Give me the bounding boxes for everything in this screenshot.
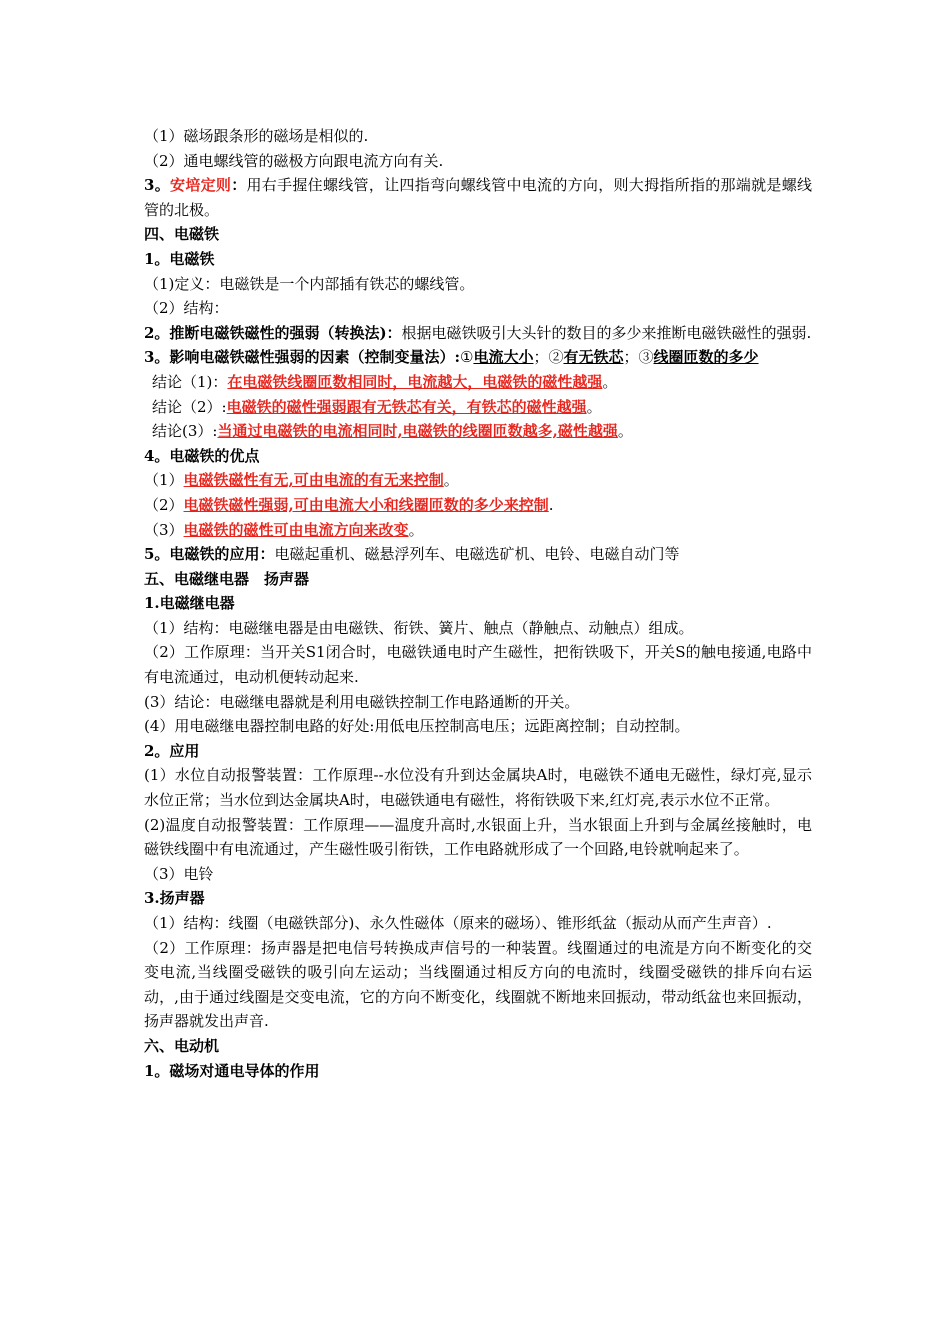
section-heading: 六、电动机 (144, 1036, 220, 1055)
label: 结论（1)： (152, 372, 228, 391)
subsection-heading: 1。电磁铁 (144, 249, 215, 268)
paragraph: （1)定义：电磁铁是一个内部插有铁芯的螺线管。 (144, 274, 475, 293)
punct: 。 (586, 397, 602, 416)
conclusion-line (144, 370, 812, 395)
paragraph (144, 345, 812, 370)
label: （2） (144, 495, 184, 514)
paragraph: （1）磁场跟条形的磁场是相似的. (144, 127, 369, 145)
subsection-heading: 3.扬声器 (144, 889, 205, 908)
paragraph: （2）工作原理：当开关S1闭合时，电磁铁通电时产生磁性，把衔铁吸下，开关S的触电接通,电路中有电流通过，电动机便转动起来. (144, 643, 812, 687)
subsection-heading: 4。电磁铁的优点 (144, 446, 260, 465)
section-heading: 五、电磁继电器 扬声器 (144, 569, 310, 588)
paragraph (144, 542, 812, 567)
body-text: ；② (533, 348, 564, 367)
advantage-highlight: 电磁铁磁性有无,可由电流的有无来控制 (183, 471, 444, 490)
subsection-heading: 5。电磁铁的应用： (144, 545, 275, 564)
label: 结论（2）: (152, 397, 227, 416)
subsection-heading: 1。磁场对通电导体的作用 (144, 1061, 320, 1080)
paragraph: (4）用电磁继电器控制电路的好处:用低电压控制高电压；远距离控制；自动控制。 (144, 717, 690, 736)
body-text: ；③ (623, 348, 654, 367)
subsection-heading: 3。影响电磁铁磁性强弱的因素（控制变量法）: (144, 348, 460, 367)
list-item (144, 468, 812, 493)
subsection-heading: 2。应用 (144, 741, 200, 760)
conclusion-line (144, 395, 812, 420)
document-page (144, 124, 812, 1083)
factor-underlined: 电流大小 (473, 348, 534, 367)
conclusion-highlight: 电磁铁的磁性强弱跟有无铁芯有关，有铁芯的磁性越强 (226, 397, 587, 416)
factor-underlined: 线圈匝数的多少 (653, 348, 759, 367)
label: （1） (144, 471, 184, 490)
body-text: 用右手握住螺线管，让四指弯向螺线管中电流的方向，则大拇指所指的那端就是螺线管的北极。 (144, 176, 812, 219)
paragraph: （2）结构： (144, 299, 229, 318)
paragraph: （2）工作原理：扬声器是把电信号转换成声信号的一种装置。线圈通过的电流是方向不断变化的交变电流,当线圈受磁铁的吸引向左运动；当线圈通过相反方向的电流时，线圈受磁铁的排斥向右运动，,由于通过线圈是交变电流，它的方向不断变化，线圈就不断地来回振动，带动纸盆也来回振动，扬声器就发出声音. (144, 938, 812, 1031)
paragraph: (1）水位自动报警装置：工作原理--水位没有升到达金属块A时，电磁铁不通电无磁性，绿灯亮,显示水位正常；当水位到达金属块A时，电磁铁通电有磁性，将衔铁吸下来,红灯亮,表示水位不正常。 (144, 766, 812, 810)
punct: 。 (617, 422, 633, 441)
paragraph: (3）结论：电磁继电器就是利用电磁铁控制工作电路通断的开关。 (144, 692, 580, 711)
label: 结论(3）: (152, 422, 218, 441)
punct: ： (231, 176, 247, 195)
item-number: 3。 (144, 176, 171, 195)
punct: 。 (408, 520, 424, 539)
paragraph: (2)温度自动报警装置：工作原理——温度升高时,水银面上升，当水银面上升到与金属丝接触时，电磁铁线圈中有电流通过，产生磁性吸引衔铁，工作电路就形成了一个回路,电铃就响起来了。 (144, 815, 812, 859)
advantage-highlight: 电磁铁的磁性可由电流方向来改变 (183, 520, 409, 539)
subsection-heading: 1.电磁继电器 (144, 594, 235, 613)
punct: 。 (443, 471, 459, 490)
factor-underlined: 有无铁芯 (563, 348, 624, 367)
list-item (144, 518, 812, 543)
advantage-highlight: 电磁铁磁性强弱,可由电流大小和线圈匝数的多少来控制 (183, 495, 549, 514)
conclusion-highlight: 当通过电磁铁的电流相同时,电磁铁的线圈匝数越多,磁性越强 (217, 422, 618, 441)
paragraph: （2）通电螺线管的磁极方向跟电流方向有关. (144, 151, 444, 170)
body-text: ① (459, 348, 474, 367)
label: （3） (144, 520, 184, 539)
punct: . (548, 495, 554, 514)
conclusion-line (144, 419, 812, 444)
paragraph: （1）结构：线圈（电磁铁部分)、永久性磁体（原来的磁场）、锥形纸盆（振动从而产生声音）. (144, 914, 772, 932)
punct: 。 (602, 372, 618, 391)
term-highlight: 安培定则 (170, 176, 232, 195)
conclusion-highlight: 在电磁铁线圈匝数相同时，电流越大，电磁铁的磁性越强 (227, 372, 603, 391)
section-heading: 四、电磁铁 (144, 225, 220, 244)
subsection-heading: 2。推断电磁铁磁性的强弱（转换法)： (144, 323, 402, 342)
paragraph (144, 321, 812, 346)
paragraph: （3）电铃 (144, 864, 214, 883)
body-text: 电磁起重机、磁悬浮列车、电磁选矿机、电铃、电磁自动门等 (274, 545, 680, 564)
paragraph: （1）结构：电磁继电器是由电磁铁、衔铁、簧片、触点（静触点、动触点）组成。 (144, 618, 694, 637)
list-item (144, 493, 812, 518)
paragraph (144, 173, 812, 222)
body-text: 根据电磁铁吸引大头针的数目的多少来推断电磁铁磁性的强弱. (401, 323, 812, 342)
